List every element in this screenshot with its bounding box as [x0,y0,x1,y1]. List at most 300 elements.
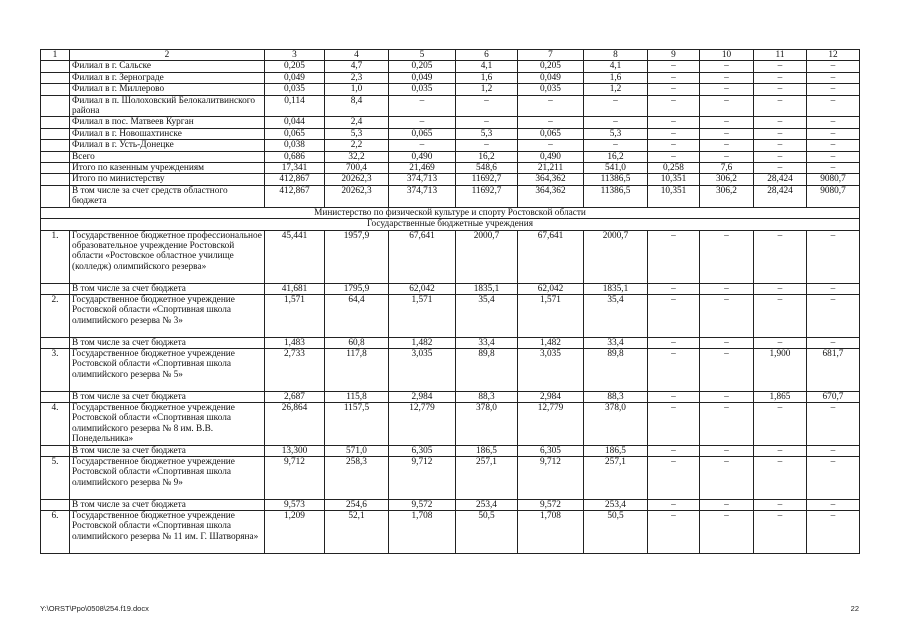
section-header: Министерство по физической культуре и спорту Ростовской области [41,207,860,218]
value-cell: – [754,84,807,95]
value-cell: 0,049 [265,72,325,83]
table-row [41,128,860,139]
value-cell: – [648,499,700,510]
value-cell: 254,6 [325,499,389,510]
value-cell: 1835,1 [584,283,648,294]
value-cell: 0,035 [389,84,456,95]
value-cell: 2,733 [265,348,325,391]
value-cell: 0,490 [518,151,584,162]
value-cell: 50,5 [584,510,648,553]
value-cell: – [807,510,860,553]
value-cell: – [648,456,700,499]
value-cell: 8,4 [325,95,389,117]
table-row [41,61,860,72]
value-cell: – [754,445,807,456]
value-cell: – [754,128,807,139]
value-cell: – [754,499,807,510]
value-cell: 2,984 [389,391,456,402]
value-cell: – [754,510,807,553]
value-cell: 1,2 [456,84,518,95]
value-cell: – [389,95,456,117]
value-cell: 7,6 [700,163,754,174]
value-cell: 4,1 [584,61,648,72]
value-cell: – [807,230,860,283]
table-row [41,402,860,445]
table-row [41,185,860,207]
value-cell: – [754,163,807,174]
column-number-cell: 11 [754,50,807,61]
row-name-cell: В том числе за счет бюджета [70,391,265,402]
value-cell: – [700,140,754,151]
value-cell: 1,571 [518,294,584,337]
column-number-cell: 10 [700,50,754,61]
value-cell: – [754,117,807,128]
row-index-cell: 1. [41,230,70,283]
section-header-row [41,219,860,230]
column-number-cell: 4 [325,50,389,61]
value-cell: – [754,151,807,162]
value-cell: 2,2 [325,140,389,151]
value-cell: – [648,61,700,72]
value-cell: – [754,140,807,151]
value-cell: – [807,283,860,294]
value-cell: 64,4 [325,294,389,337]
value-cell: 9,712 [265,456,325,499]
row-name-cell: Государственное бюджетное учреждение Ростовской области «Спортивная школа олимпийского резерва № 11 им. Г. Шатворяна» [70,510,265,553]
row-name-cell: Государственное бюджетное учреждение Ростовской области «Спортивная школа олимпийского резерва № 9» [70,456,265,499]
row-index-cell [41,499,70,510]
value-cell: 35,4 [456,294,518,337]
value-cell: 0,065 [265,128,325,139]
value-cell: 26,864 [265,402,325,445]
value-cell: – [807,84,860,95]
column-number-cell: 7 [518,50,584,61]
value-cell: 1,571 [389,294,456,337]
row-index-cell [41,174,70,185]
value-cell: 5,3 [456,128,518,139]
value-cell: 1,708 [518,510,584,553]
value-cell: – [754,95,807,117]
value-cell: 257,1 [584,456,648,499]
value-cell: – [389,140,456,151]
value-cell: 0,114 [265,95,325,117]
row-name-cell: Филиал в п. Шолоховский Белокалитвинского района [70,95,265,117]
value-cell: – [807,499,860,510]
row-name-cell: Филиал в пос. Матвеев Курган [70,117,265,128]
value-cell: – [648,95,700,117]
row-name-cell: Итого по казенным учреждениям [70,163,265,174]
value-cell: – [456,117,518,128]
value-cell: 253,4 [456,499,518,510]
value-cell: 186,5 [456,445,518,456]
value-cell: – [700,61,754,72]
table-row [41,95,860,117]
row-index-cell [41,185,70,207]
value-cell: 88,3 [584,391,648,402]
value-cell: 67,641 [389,230,456,283]
value-cell: 16,2 [584,151,648,162]
value-cell: 364,362 [518,185,584,207]
value-cell: 9,573 [265,499,325,510]
value-cell: 378,0 [584,402,648,445]
column-number-cell: 12 [807,50,860,61]
table-row [41,174,860,185]
value-cell: 374,713 [389,174,456,185]
value-cell: 12,779 [389,402,456,445]
table-row [41,337,860,348]
value-cell: – [807,163,860,174]
value-cell: – [700,95,754,117]
value-cell: – [648,283,700,294]
value-cell: 0,049 [389,72,456,83]
value-cell: 35,4 [584,294,648,337]
value-cell: 571,0 [325,445,389,456]
row-index-cell: 5. [41,456,70,499]
table-row [41,84,860,95]
row-name-cell: Государственное бюджетное учреждение Ростовской области «Спортивная школа олимпийского резерва № 3» [70,294,265,337]
value-cell: – [700,510,754,553]
value-cell: 374,713 [389,185,456,207]
value-cell: 5,3 [325,128,389,139]
report-table [40,49,860,554]
value-cell: 0,205 [265,61,325,72]
value-cell: 0,065 [389,128,456,139]
value-cell: 1957,9 [325,230,389,283]
value-cell: 1,209 [265,510,325,553]
table-row [41,283,860,294]
value-cell: 62,042 [389,283,456,294]
value-cell: 11386,5 [584,174,648,185]
value-cell: 1,6 [584,72,648,83]
value-cell: – [648,294,700,337]
row-index-cell [41,84,70,95]
value-cell: 0,258 [648,163,700,174]
value-cell: – [648,402,700,445]
value-cell: 11386,5 [584,185,648,207]
table-row [41,510,860,553]
value-cell: 20262,3 [325,174,389,185]
value-cell: 186,5 [584,445,648,456]
value-cell: 548,6 [456,163,518,174]
value-cell: – [648,337,700,348]
value-cell: 1,900 [754,348,807,391]
value-cell: 20262,3 [325,185,389,207]
table-row [41,391,860,402]
row-name-cell: Филиал в г. Сальске [70,61,265,72]
value-cell: – [700,283,754,294]
value-cell: 67,641 [518,230,584,283]
value-cell: – [648,72,700,83]
value-cell: 0,490 [389,151,456,162]
row-name-cell: В том числе за счет бюджета [70,445,265,456]
value-cell: – [754,61,807,72]
value-cell: 50,5 [456,510,518,553]
value-cell: – [648,128,700,139]
value-cell: 0,035 [518,84,584,95]
value-cell: 1835,1 [456,283,518,294]
value-cell: 41,681 [265,283,325,294]
value-cell: – [807,140,860,151]
value-cell: – [807,72,860,83]
value-cell: – [700,348,754,391]
value-cell: 21,469 [389,163,456,174]
value-cell: 1,6 [456,72,518,83]
column-number-cell: 9 [648,50,700,61]
value-cell: 253,4 [584,499,648,510]
column-number-row [41,50,860,61]
table-row [41,445,860,456]
value-cell: 412,867 [265,174,325,185]
value-cell: – [518,117,584,128]
row-index-cell [41,140,70,151]
value-cell: 306,2 [700,185,754,207]
value-cell: 117,8 [325,348,389,391]
value-cell: – [389,117,456,128]
value-cell: 364,362 [518,174,584,185]
value-cell: 1,482 [389,337,456,348]
value-cell: 0,065 [518,128,584,139]
row-name-cell: Филиал в г. Новошахтинске [70,128,265,139]
section-header: Государственные бюджетные учреждения [41,219,860,230]
value-cell: 52,1 [325,510,389,553]
value-cell: – [700,128,754,139]
value-cell: 4,1 [456,61,518,72]
value-cell: 6,305 [389,445,456,456]
value-cell: 541,0 [584,163,648,174]
value-cell: – [648,117,700,128]
value-cell: 3,035 [389,348,456,391]
row-name-cell: Филиал в г. Миллерово [70,84,265,95]
value-cell: 10,351 [648,174,700,185]
value-cell: – [584,95,648,117]
value-cell: 9,572 [518,499,584,510]
value-cell: – [648,445,700,456]
value-cell: – [584,140,648,151]
value-cell: – [807,445,860,456]
table-row [41,348,860,391]
row-index-cell [41,61,70,72]
value-cell: 670,7 [807,391,860,402]
value-cell: 28,424 [754,174,807,185]
value-cell: 0,205 [518,61,584,72]
value-cell: 32,2 [325,151,389,162]
column-number-cell: 6 [456,50,518,61]
value-cell: – [518,95,584,117]
row-index-cell [41,95,70,117]
value-cell: – [754,230,807,283]
value-cell: 2,687 [265,391,325,402]
value-cell: 60,8 [325,337,389,348]
row-index-cell [41,391,70,402]
value-cell: 681,7 [807,348,860,391]
row-index-cell: 2. [41,294,70,337]
value-cell: 1,2 [584,84,648,95]
value-cell: 9080,7 [807,174,860,185]
value-cell: 11692,7 [456,185,518,207]
row-index-cell [41,151,70,162]
value-cell: 0,205 [389,61,456,72]
value-cell: – [807,456,860,499]
value-cell: – [584,117,648,128]
value-cell: 1,0 [325,84,389,95]
value-cell: – [807,61,860,72]
value-cell: 1,571 [265,294,325,337]
value-cell: 28,424 [754,185,807,207]
value-cell: 62,042 [518,283,584,294]
value-cell: 6,305 [518,445,584,456]
value-cell: – [700,456,754,499]
column-number-cell: 8 [584,50,648,61]
value-cell: 9,712 [518,456,584,499]
value-cell: – [807,337,860,348]
value-cell: – [518,140,584,151]
row-name-cell: Государственное бюджетное учреждение Ростовской области «Спортивная школа олимпийского резерва № 8 им. В.В. Понедельника» [70,402,265,445]
table-row [41,117,860,128]
row-index-cell: 4. [41,402,70,445]
value-cell: – [648,84,700,95]
row-index-cell: 6. [41,510,70,553]
value-cell: – [648,348,700,391]
table-row [41,456,860,499]
value-cell: 13,300 [265,445,325,456]
value-cell: – [754,402,807,445]
row-index-cell [41,445,70,456]
value-cell: – [648,391,700,402]
value-cell: – [700,391,754,402]
value-cell: 2,4 [325,117,389,128]
value-cell: 33,4 [584,337,648,348]
value-cell: – [754,283,807,294]
value-cell: 115,8 [325,391,389,402]
value-cell: – [807,128,860,139]
row-name-cell: Филиал в г. Усть-Донецке [70,140,265,151]
value-cell: – [754,456,807,499]
row-name-cell: Филиал в г. Зернограде [70,72,265,83]
value-cell: – [648,510,700,553]
row-index-cell [41,337,70,348]
value-cell: – [700,151,754,162]
table-row [41,294,860,337]
value-cell: 5,3 [584,128,648,139]
value-cell: 1,865 [754,391,807,402]
footer-file-path: Y:\ORST\Ppo\0508\254.f19.docx [40,604,149,613]
value-cell: – [648,140,700,151]
value-cell: 3,035 [518,348,584,391]
value-cell: 45,441 [265,230,325,283]
value-cell: 1,483 [265,337,325,348]
value-cell: – [754,72,807,83]
value-cell: 2000,7 [456,230,518,283]
value-cell: 88,3 [456,391,518,402]
value-cell: – [807,117,860,128]
value-cell: – [807,294,860,337]
value-cell: 700,4 [325,163,389,174]
row-name-cell: Государственное бюджетное профессиональное образовательное учреждение Ростовской области «Ростовское областное училище (колледж) олимпийского резерва» [70,230,265,283]
value-cell: 89,8 [456,348,518,391]
row-name-cell: В том числе за счет бюджета [70,499,265,510]
column-number-cell: 3 [265,50,325,61]
value-cell: – [700,84,754,95]
value-cell: 0,049 [518,72,584,83]
value-cell: – [700,445,754,456]
value-cell: – [456,95,518,117]
section-header-row [41,207,860,218]
table-row [41,230,860,283]
table-row [41,163,860,174]
value-cell: 33,4 [456,337,518,348]
footer-page-number: 22 [850,604,859,613]
value-cell: – [648,230,700,283]
value-cell: – [700,402,754,445]
value-cell: 89,8 [584,348,648,391]
column-number-cell: 1 [41,50,70,61]
value-cell: 1795,9 [325,283,389,294]
value-cell: – [648,151,700,162]
value-cell: 412,867 [265,185,325,207]
value-cell: 2000,7 [584,230,648,283]
value-cell: 378,0 [456,402,518,445]
row-index-cell: 3. [41,348,70,391]
value-cell: 17,341 [265,163,325,174]
value-cell: – [754,294,807,337]
row-index-cell [41,163,70,174]
value-cell: 1157,5 [325,402,389,445]
value-cell: 10,351 [648,185,700,207]
value-cell: 1,482 [518,337,584,348]
column-number-cell: 5 [389,50,456,61]
value-cell: 258,3 [325,456,389,499]
row-index-cell [41,283,70,294]
row-name-cell: В том числе за счет бюджета [70,337,265,348]
row-index-cell [41,128,70,139]
row-name-cell: В том числе за счет средств областного бюджета [70,185,265,207]
value-cell: – [700,499,754,510]
row-index-cell [41,72,70,83]
value-cell: – [807,151,860,162]
value-cell: 0,686 [265,151,325,162]
value-cell: – [700,230,754,283]
table-row [41,72,860,83]
value-cell: – [700,117,754,128]
column-number-cell: 2 [70,50,265,61]
value-cell: 9,572 [389,499,456,510]
value-cell: 306,2 [700,174,754,185]
table-row [41,151,860,162]
value-cell: 2,3 [325,72,389,83]
value-cell: – [807,402,860,445]
value-cell: 16,2 [456,151,518,162]
value-cell: 4,7 [325,61,389,72]
value-cell: – [754,337,807,348]
value-cell: – [456,140,518,151]
value-cell: – [700,294,754,337]
row-name-cell: В том числе за счет бюджета [70,283,265,294]
value-cell: 0,044 [265,117,325,128]
value-cell: – [807,95,860,117]
value-cell: 2,984 [518,391,584,402]
table-row [41,140,860,151]
value-cell: 9080,7 [807,185,860,207]
value-cell: – [700,72,754,83]
row-index-cell [41,117,70,128]
row-name-cell: Государственное бюджетное учреждение Ростовской области «Спортивная школа олимпийского резерва № 5» [70,348,265,391]
value-cell: 1,708 [389,510,456,553]
row-name-cell: Всего [70,151,265,162]
value-cell: 12,779 [518,402,584,445]
value-cell: 257,1 [456,456,518,499]
row-name-cell: Итого по министерству [70,174,265,185]
value-cell: 21,211 [518,163,584,174]
